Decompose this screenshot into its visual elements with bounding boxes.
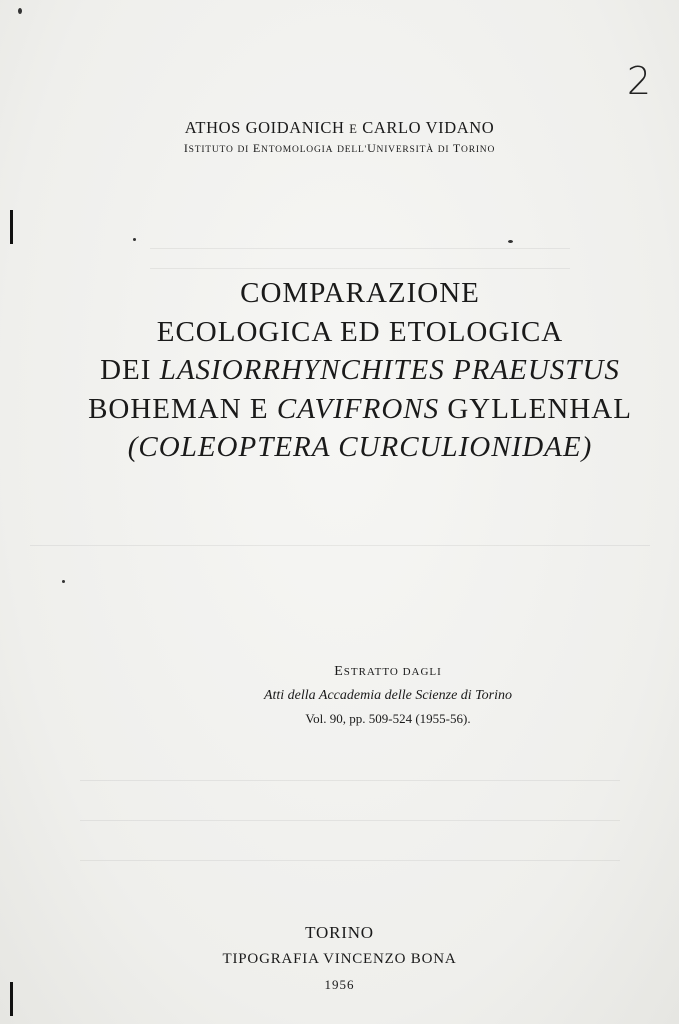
sc-rest: STRATTO DAGLI — [343, 666, 442, 678]
sc-initial: E — [334, 664, 344, 679]
imprint-year: 1956 — [324, 977, 355, 992]
speck — [62, 580, 65, 583]
title-line-3 — [60, 351, 660, 390]
journal-name: Atti della Accademia delle Scienze di Torino — [263, 688, 513, 703]
title-line-4 — [60, 390, 660, 429]
author-first: ATHOS GOIDANICH — [184, 118, 345, 137]
bleed-through-line — [80, 820, 620, 821]
bleed-through-line — [80, 860, 620, 861]
imprint-block — [0, 920, 679, 998]
extract-block — [228, 660, 548, 730]
sc-rest: DELL' — [337, 145, 368, 155]
sc-rest: DI — [437, 145, 450, 155]
institute-line — [0, 141, 679, 156]
title-text: GYLLENHAL — [447, 392, 632, 425]
sc-rest: STITUTO — [188, 145, 234, 155]
title-line-5: (COLEOPTERA CURCULIONIDAE) — [127, 431, 593, 463]
authors-line — [0, 118, 679, 138]
title-text: BOHEMAN E — [88, 392, 269, 425]
title-text: DEI — [100, 354, 152, 386]
handwritten-page-number: 2 — [626, 59, 651, 103]
sc-rest: ORINO — [461, 145, 496, 155]
margin-mark — [10, 210, 13, 244]
title-line-1: COMPARAZIONE — [240, 277, 480, 309]
sc-initial: E — [252, 141, 262, 155]
imprint-city: TORINO — [305, 923, 374, 942]
bleed-through-line — [150, 268, 570, 269]
author-conjunction: E — [349, 122, 358, 136]
bleed-through-line — [80, 780, 620, 781]
volume-info: Vol. 90, pp. 509-524 (1955-56). — [305, 711, 471, 726]
sc-initial: I — [183, 141, 189, 155]
paper-title — [60, 274, 660, 467]
imprint-publisher: TIPOGRAFIA VINCENZO BONA — [222, 951, 457, 967]
sc-initial: U — [367, 141, 377, 155]
speck — [133, 238, 136, 241]
speck — [508, 240, 513, 243]
title-species: LASIORRHYNCHITES PRAEUSTUS — [159, 354, 620, 386]
sc-rest: NTOMOLOGIA — [261, 145, 334, 155]
bleed-through-line — [150, 248, 570, 249]
author-second: CARLO VIDANO — [362, 118, 495, 137]
extract-heading — [228, 660, 548, 684]
title-species: CAVIFRONS — [276, 392, 440, 425]
speck — [18, 8, 22, 14]
bleed-through-line — [30, 545, 650, 546]
sc-rest: NIVERSITÀ — [376, 145, 434, 155]
sc-initial: T — [452, 141, 462, 155]
sc-rest: DI — [237, 145, 250, 155]
title-line-2: ECOLOGICA ED ETOLOGICA — [156, 315, 564, 348]
